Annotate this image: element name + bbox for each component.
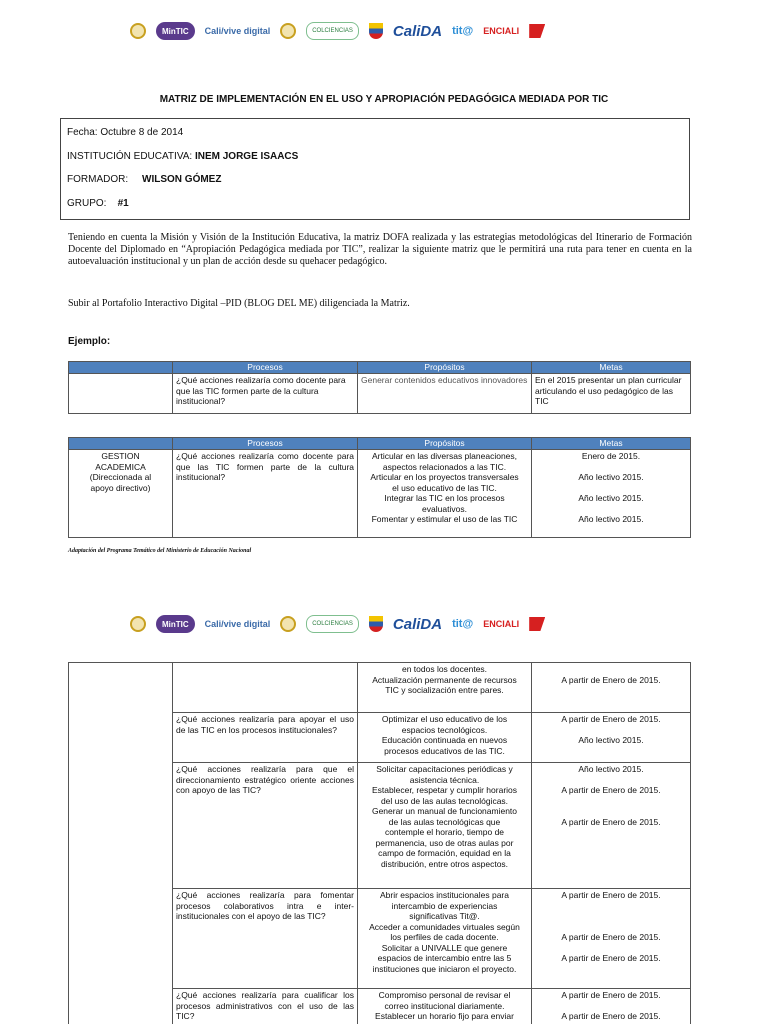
metas-cell (532, 763, 691, 889)
gobierno-seal-icon (130, 616, 146, 632)
proposito-line: en todos los docentes. (401, 664, 488, 674)
example-accion: ¿Qué acciones realizaría como docente para que las TIC formen parte de la cultura institucional? (173, 374, 358, 414)
formador-value: WILSON GÓMEZ (142, 174, 222, 185)
proposito-line: Educación continuada en nuevos (381, 735, 508, 745)
red-flag-icon (529, 24, 545, 38)
area-line: GESTION (101, 451, 140, 461)
metas-cell (532, 889, 691, 989)
proposito-line: Actualización permanente de recursos (372, 674, 517, 685)
meta-line: A partir de Enero de 2015. (561, 932, 661, 942)
institucion-label: INSTITUCIÓN EDUCATIVA: (67, 150, 195, 162)
proposito-line: distribución, entre otros aspectos. (380, 858, 509, 869)
proposito-line: evaluativos. (422, 503, 467, 514)
meta-line: Año lectivo 2015. (578, 764, 644, 774)
metas-cell (532, 713, 691, 763)
proposito-line: Fomentar y estimular el uso de las TIC (371, 514, 518, 524)
proposito-line: Integrar las TIC en los procesos (384, 493, 505, 503)
accion-cell: ¿Qué acciones realizaría para que el direccionamiento estratégico oriente acciones con apoyo de las TIC? (173, 763, 358, 889)
proposito-line: aspectos relacionados a las TIC. (382, 461, 507, 472)
accion-cell: ¿Qué acciones realizaría para fomentar procesos colaborativos intra e inter-institucionales con el apoyo de las TIC? (173, 889, 358, 989)
colciencias-seal-icon (280, 616, 296, 632)
info-box (60, 118, 690, 220)
ejemplo-heading: Ejemplo: (68, 336, 111, 347)
table-row (69, 663, 691, 713)
header-blank (69, 362, 173, 374)
grupo-row (67, 198, 683, 222)
proposito-line: Establecer un horario fijo para enviar (375, 1011, 514, 1021)
example-row (69, 374, 691, 414)
calivive-logo: Cali/vive digital (204, 619, 271, 629)
proposito-line: Articular en los proyectos transversales (370, 472, 519, 482)
formador-label: FORMADOR: (67, 174, 129, 185)
logo-bar (130, 20, 630, 42)
colciencias-logo: COLCIENCIAS (306, 22, 359, 40)
proposito-line: Acceder a comunidades virtuales según (369, 921, 520, 932)
proposito-line: del uso de las aulas tecnológicas. (380, 795, 509, 806)
proposito-line: los perfiles de cada docente. (390, 932, 499, 942)
institucion-row (67, 151, 683, 175)
area-line: apoyo directivo) (90, 482, 151, 493)
proposito-line: significativas Tit@. (409, 911, 480, 921)
formador-row (67, 174, 683, 198)
proposito-line: instituciones que iniciaron el proyecto. (372, 963, 517, 974)
proposito-line: el uso educativo de las TIC. (392, 482, 497, 493)
proposito-line: correo institucional diariamente. (384, 1000, 505, 1011)
meta-line: Año lectivo 2015. (578, 514, 644, 524)
proposito-line: Solicitar a UNIVALLE que genere (381, 942, 508, 953)
header-procesos: Procesos (173, 438, 358, 450)
example-meta: En el 2015 presentar un plan curricular articulando el uso pedagógico de las TIC (532, 374, 691, 414)
colciencias-seal-icon (280, 23, 296, 39)
enciali-logo: ENCIALI (483, 26, 520, 36)
meta-line: A partir de Enero de 2015. (561, 990, 661, 1000)
example-area-cell (69, 374, 173, 414)
page-title: MATRIZ DE IMPLEMENTACIÓN EN EL USO Y APROPIACIÓN PEDAGÓGICA MEDIADA POR TIC (159, 94, 609, 105)
header-procesos: Procesos (173, 362, 358, 374)
proposito-line: de las aulas tecnológicas que (388, 816, 501, 827)
propositos-cell (358, 713, 532, 763)
proposito-line: espacios de intercambio entre las 5 (377, 953, 512, 963)
header-metas: Metas (532, 362, 691, 374)
grupo-value: #1 (117, 197, 129, 209)
meta-line: A partir de Enero de 2015. (561, 816, 661, 827)
tito-logo: tit@ (452, 25, 474, 37)
proposito-line: contemple el horario, tiempo de (384, 827, 505, 837)
tito-logo: tit@ (452, 618, 474, 630)
gobierno-seal-icon (130, 23, 146, 39)
mintic-logo: MinTIC (156, 615, 195, 633)
area-line: ACADEMICA (95, 461, 146, 472)
proposito-line: procesos educativos de las TIC. (384, 745, 505, 756)
meta-line: A partir de Enero de 2015. (561, 953, 661, 963)
propositos-cell (358, 889, 532, 989)
metas-cell (532, 450, 691, 538)
meta-line: Año lectivo 2015. (578, 493, 644, 503)
red-flag-icon (529, 617, 545, 631)
meta-line: Año lectivo 2015. (578, 735, 644, 745)
proposito-line: Compromiso personal de revisar el (378, 990, 511, 1000)
valle-crest-icon (369, 23, 383, 39)
area-line: (Direccionada al (89, 472, 152, 482)
calida-logo: CaliDA (392, 615, 443, 633)
grupo-label: GRUPO: (67, 197, 107, 209)
main-row (69, 450, 691, 538)
main-table (68, 437, 691, 538)
enciali-logo: ENCIALI (483, 619, 520, 629)
proposito-line: Optimizar el uso educativo de los (381, 714, 508, 724)
proposito-line: intercambio de experiencias (391, 900, 498, 911)
subir-paragraph: Subir al Portafolio Interactivo Digital –PID (BLOG DEL ME) diligenciada la Matriz. (68, 298, 410, 309)
propositos-cell (358, 450, 532, 538)
header-propositos: Propósitos (358, 362, 532, 374)
proposito-line: campo de formación, equidad en la (378, 848, 511, 858)
proposito-line: permanencia, uso de otras aulas por (375, 837, 514, 848)
meta-line: A partir de Enero de 2015. (561, 785, 661, 795)
calivive-logo: Cali/vive digital (204, 26, 271, 36)
proposito-line: Establecer, respetar y cumplir horarios (371, 785, 518, 795)
mintic-logo: MinTIC (156, 22, 195, 40)
proposito-line: Generar un manual de funcionamiento (371, 806, 518, 816)
accion-cell (173, 663, 358, 713)
meta-line: A partir de Enero de 2015. (561, 714, 661, 724)
propositos-cell (358, 663, 532, 713)
colciencias-logo: COLCIENCIAS (306, 615, 359, 633)
meta-line: Año lectivo 2015. (578, 472, 644, 482)
institucion-value: INEM JORGE ISAACS (194, 150, 299, 162)
accion-cell: ¿Qué acciones realizaría para cualificar los procesos administrativos con el uso de las TIC? (173, 989, 358, 1024)
continuation-table (68, 662, 691, 1024)
proposito-line: espacios tecnológicos. (401, 724, 488, 735)
fecha-row: Fecha: Octubre 8 de 2014 (67, 127, 184, 138)
proposito-line: asistencia técnica. (409, 774, 480, 785)
metas-cell (532, 663, 691, 713)
meta-line: A partir de Enero de 2015. (561, 674, 661, 685)
footnote: Adaptación del Programa Temático del Ministerio de Educación Nacional (68, 548, 252, 554)
main-header-row (69, 438, 691, 450)
header-metas: Metas (532, 438, 691, 450)
meta-line: A partir de Enero de 2015. (561, 1011, 661, 1021)
calida-logo: CaliDA (392, 22, 443, 40)
example-table (68, 361, 691, 414)
accion-cell: ¿Qué acciones realizaría como docente para que las TIC formen parte de la cultura institucional? (173, 450, 358, 538)
header-propositos: Propósitos (358, 438, 532, 450)
proposito-line: Solicitar capacitaciones periódicas y (376, 764, 513, 774)
valle-crest-icon (369, 616, 383, 632)
example-header-row (69, 362, 691, 374)
example-proposito: Generar contenidos educativos innovadores (358, 374, 532, 414)
accion-cell: ¿Qué acciones realizaría para apoyar el uso de las TIC en los procesos institucionales? (173, 713, 358, 763)
logo-bar-page2 (130, 613, 630, 635)
metas-cell (532, 989, 691, 1024)
proposito-line: Articular en las diversas planeaciones, (371, 451, 518, 461)
propositos-cell (358, 989, 532, 1024)
proposito-line: Abrir espacios institucionales para (380, 890, 509, 900)
propositos-cell (358, 763, 532, 889)
proposito-line: TIC y socialización entre pares. (385, 685, 504, 695)
intro-paragraph: Teniendo en cuenta la Misión y Visión de la Institución Educativa, la matriz DOFA realizada y las estrategias metodológicas del Itinerario de Formación Docente del Diplomado en “Apropiación Pedagógica mediada por TIC”, realizar la siguiente matriz que le permitirá una ruta para tener en cuenta en la autoevaluación institucional y un plan de acción desde su quehacer pedagógico. (68, 232, 692, 268)
area-cell (69, 450, 173, 538)
area-cell-continued (69, 663, 173, 1024)
meta-line: A partir de Enero de 2015. (561, 890, 661, 900)
meta-line: Enero de 2015. (581, 451, 641, 461)
header-blank (69, 438, 173, 450)
